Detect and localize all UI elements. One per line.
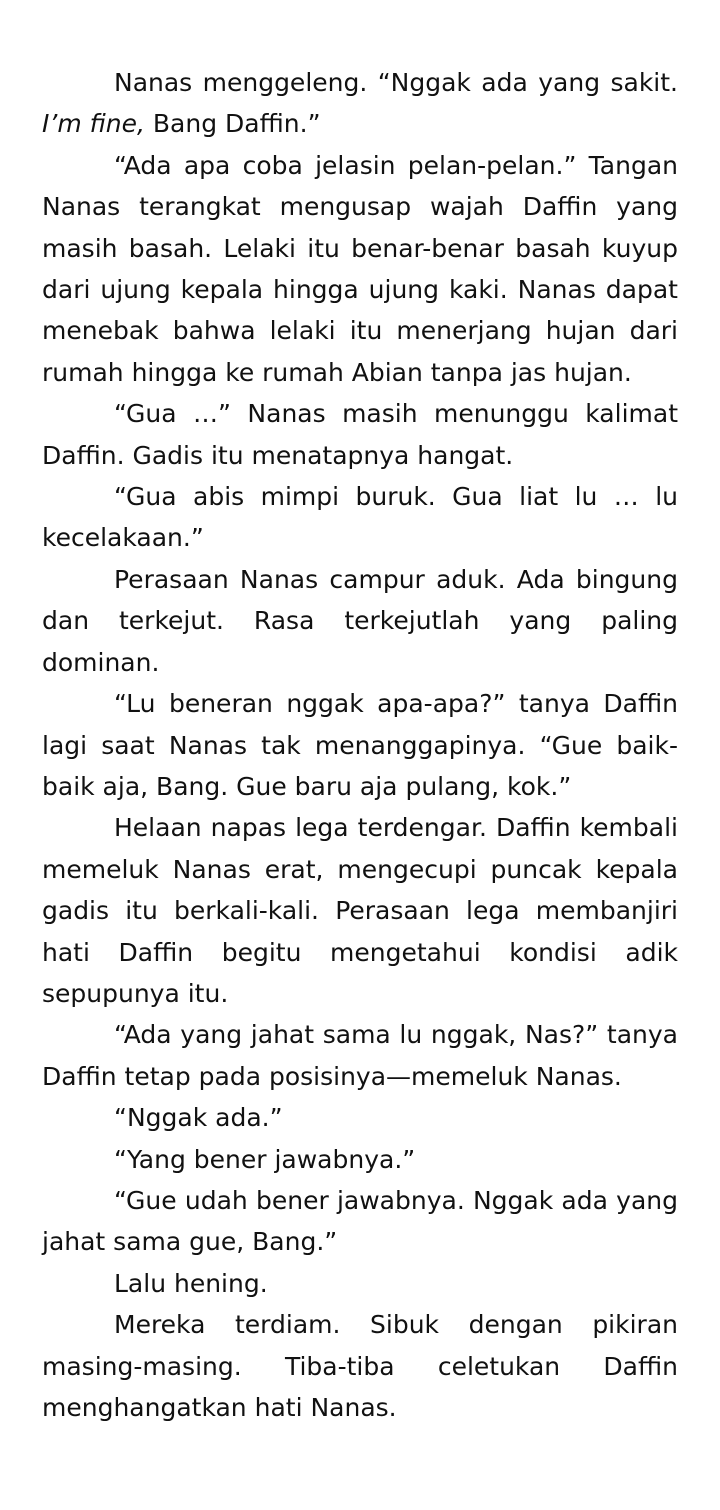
paragraph-13: Mereka terdiam. Sibuk dengan pikiran masing-masing. Tiba-tiba celetukan Daffin menghangatkan hati Nanas. — [42, 1310, 678, 1422]
paragraph-8: “Ada yang jahat sama lu nggak, Nas?” tanya Daffin tetap pada posisinya—memeluk Nanas. — [42, 1020, 678, 1091]
paragraph-1-text-end: Bang Daffin.” — [144, 109, 321, 139]
book-page — [42, 62, 678, 1428]
paragraph-1 — [42, 62, 678, 145]
paragraph-3: “Gua …” Nanas masih menunggu kalimat Daffin. Gadis itu menatapnya hangat. — [42, 399, 678, 470]
paragraph-1-italic-text: I’m fine, — [42, 109, 145, 139]
paragraph-1-text: Nanas menggeleng. “Nggak ada yang sakit. — [114, 68, 678, 97]
paragraph-4: “Gua abis mimpi buruk. Gua liat lu … lu kecelakaan.” — [42, 482, 678, 553]
paragraph-6: “Lu beneran nggak apa-apa?” tanya Daffin lagi saat Nanas tak menanggapinya. “Gue baik-baik aja, Bang. Gue baru aja pulang, kok.” — [42, 689, 678, 801]
paragraph-2: “Ada apa coba jelasin pelan-pelan.” Tangan Nanas terangkat mengusap wajah Daffin yang masih basah. Lelaki itu benar-benar basah kuyup dari ujung kepala hingga ujung kaki. Nanas dapat menebak bahwa lelaki itu menerjang hujan dari rumah hingga ke rumah Abian tanpa jas hujan. — [42, 150, 678, 387]
paragraph-11: “Gue udah bener jawabnya. Nggak ada yang jahat sama gue, Bang.” — [42, 1185, 678, 1257]
paragraph-7: Helaan napas lega terdengar. Daffin kembali memeluk Nanas erat, mengecupi puncak kepala gadis itu berkali-kali. Perasaan lega membanjiri hati Daffin begitu mengetahui kondisi adik sepupunya itu. — [42, 813, 678, 1008]
paragraph-10: “Yang bener jawabnya.” — [114, 1144, 416, 1174]
paragraph-12: Lalu hening. — [114, 1268, 268, 1298]
paragraph-9: “Nggak ada.” — [114, 1103, 283, 1133]
paragraph-5: Perasaan Nanas campur aduk. Ada bingung dan terkejut. Rasa terkejutlah yang paling dominan. — [42, 564, 678, 677]
